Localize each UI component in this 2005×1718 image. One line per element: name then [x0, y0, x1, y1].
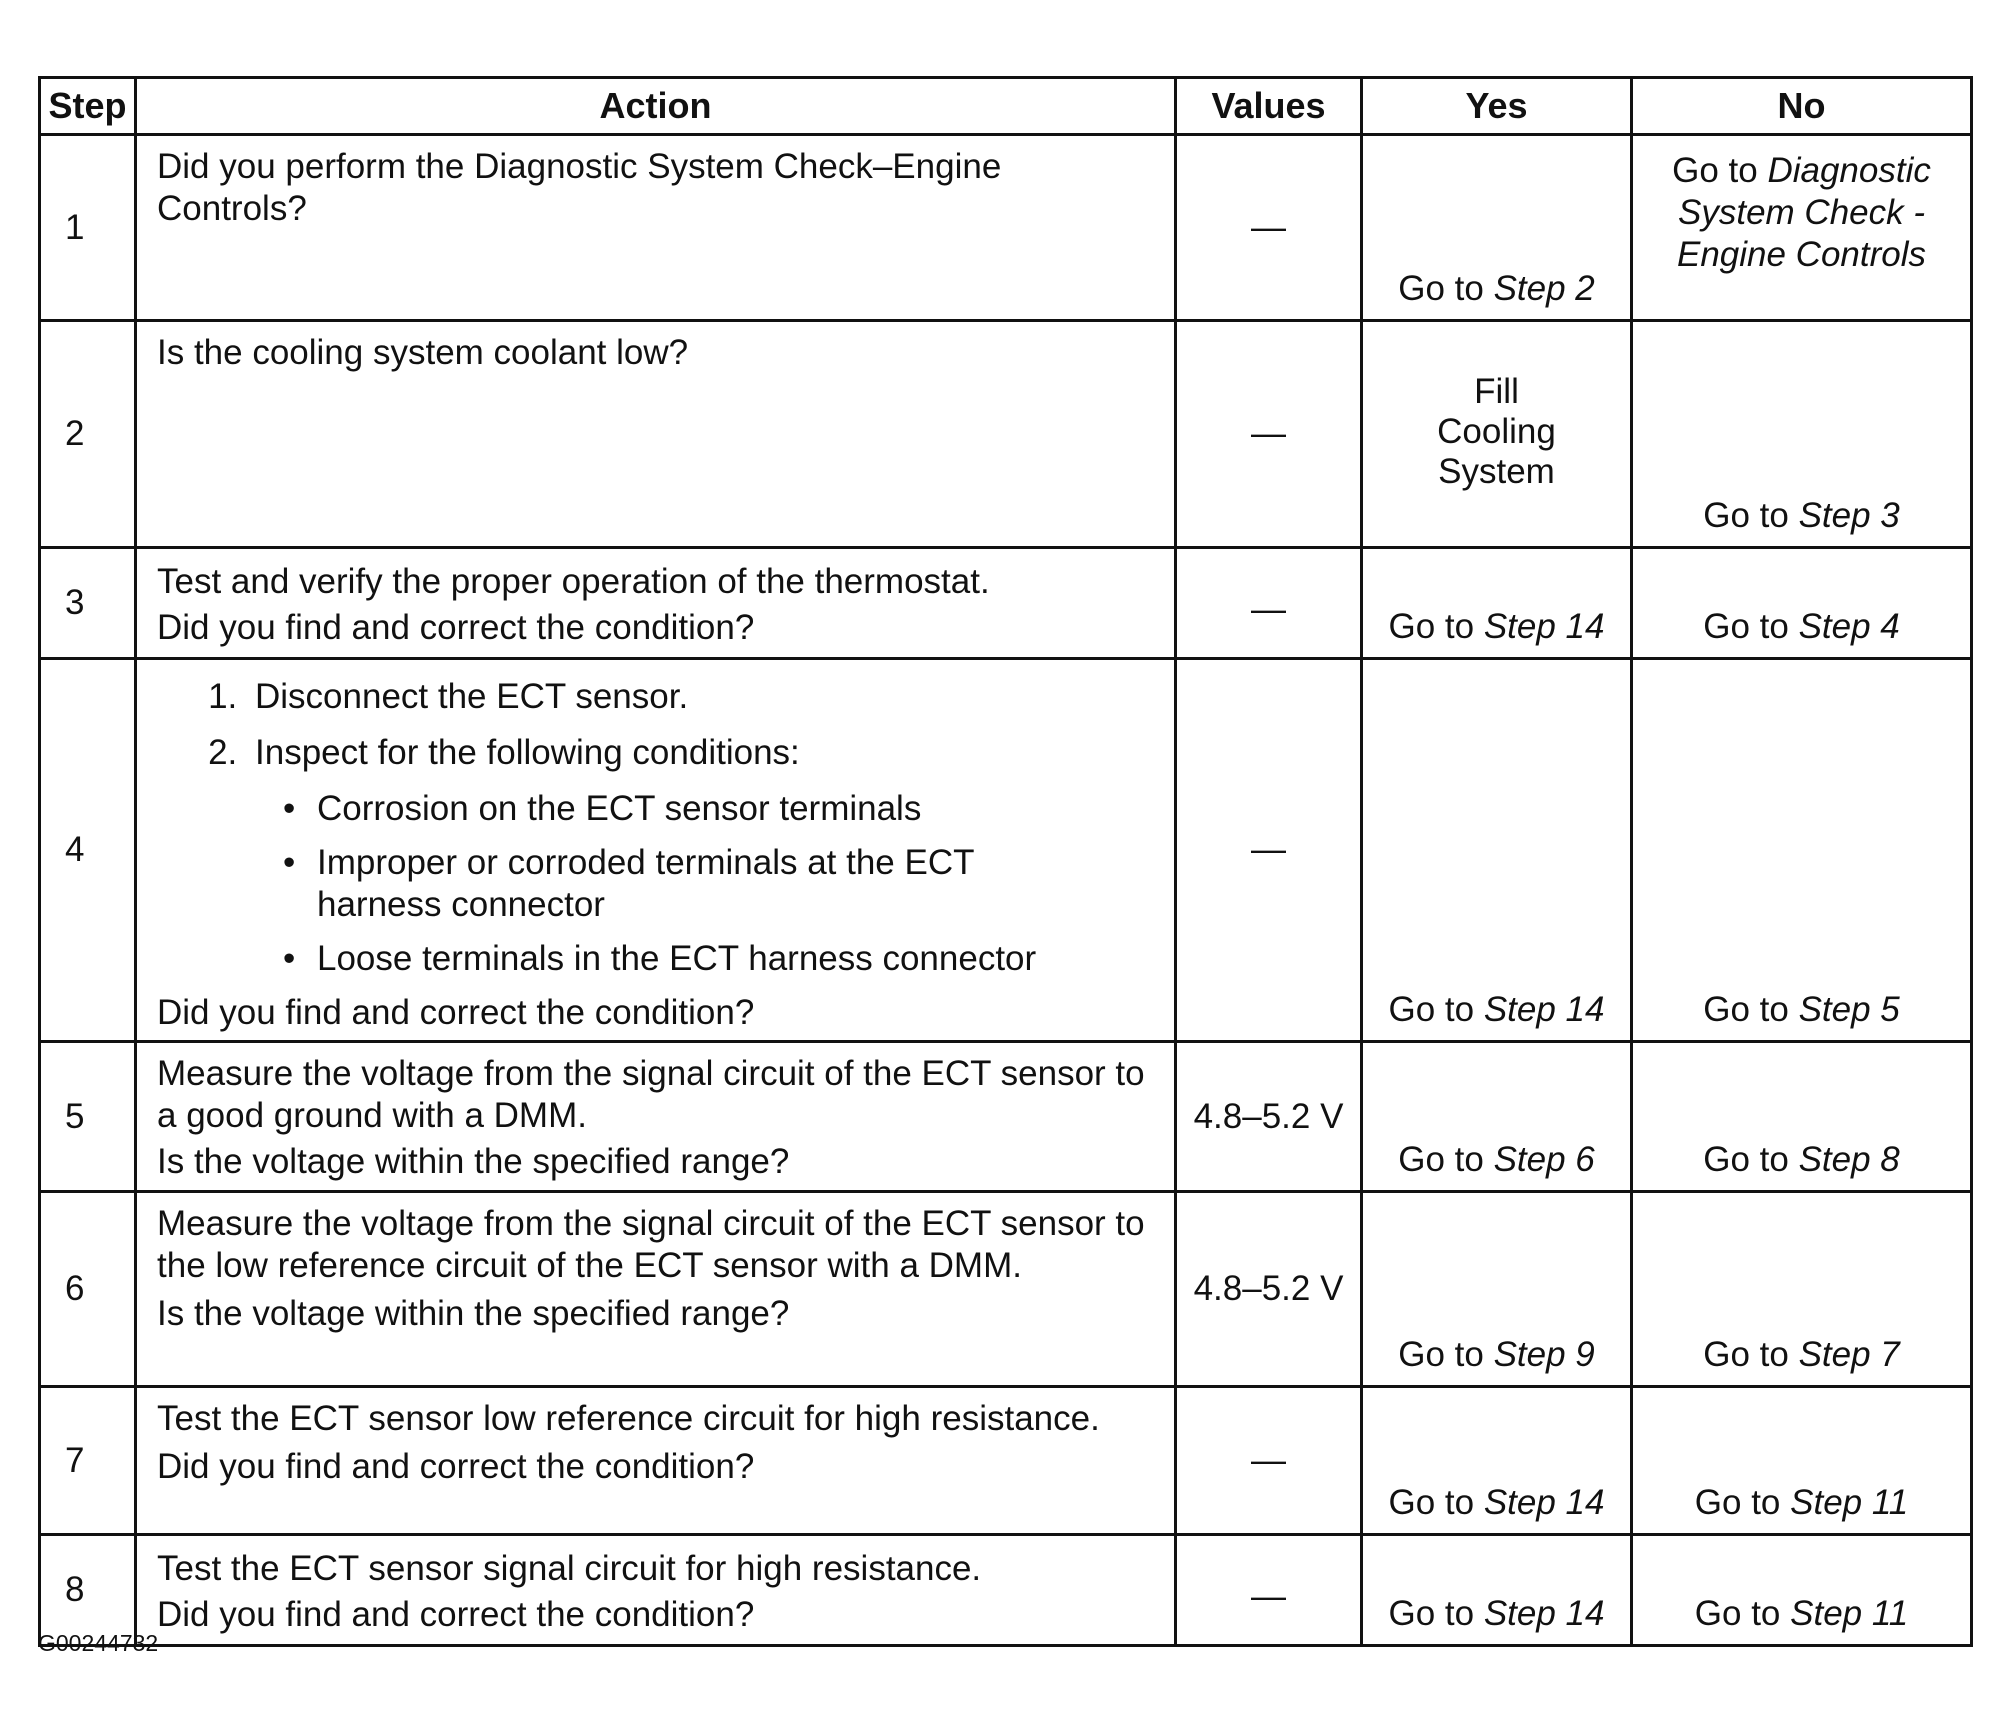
- step-cell: [40, 1192, 136, 1387]
- no-target: Step 8: [1798, 1140, 1900, 1179]
- yes-cell: [1362, 1192, 1632, 1387]
- goto-prefix: Go to: [1388, 990, 1484, 1029]
- action-text: Test and verify the proper operation of the thermostat.: [157, 562, 990, 601]
- value-text: 4.8–5.2 V: [1193, 1096, 1344, 1136]
- step-cell: [40, 1387, 136, 1535]
- step-cell: [40, 1042, 136, 1192]
- values-cell: [1176, 1192, 1362, 1387]
- diagnostic-table: [38, 76, 1973, 1647]
- header-values: Values: [1176, 78, 1362, 135]
- goto-prefix: Go to: [1703, 1140, 1799, 1179]
- no-goto: [1633, 990, 1970, 1030]
- header-no: No: [1632, 78, 1972, 135]
- no-goto: [1633, 1140, 1970, 1180]
- no-target: Step 5: [1798, 990, 1900, 1029]
- header-action: Action: [136, 78, 1176, 135]
- action-question: Did you find and correct the condition?: [157, 1447, 755, 1486]
- yes-text: Fill Cooling System: [1437, 372, 1556, 491]
- action-text: Measure the voltage from the signal circuit of the ECT sensor to a good ground with a DMM.: [157, 1054, 1145, 1135]
- yes-goto: [1363, 1483, 1630, 1523]
- action-question: Did you find and correct the condition?: [157, 1595, 755, 1634]
- goto-prefix: Go to: [1388, 607, 1484, 646]
- no-cell: [1632, 1535, 1972, 1646]
- table-row: [40, 1387, 1972, 1535]
- no-target: Step 3: [1798, 496, 1900, 535]
- yes-goto: [1363, 607, 1630, 647]
- list-item: 1. Disconnect the ECT sensor.: [247, 676, 1154, 718]
- no-target: Step 7: [1798, 1335, 1900, 1374]
- step-number: 2: [65, 414, 85, 453]
- table-row: [40, 548, 1972, 659]
- value-text: —: [1251, 1440, 1286, 1480]
- value-text: —: [1251, 1577, 1286, 1616]
- action-cell: [136, 1535, 1176, 1646]
- table-row: [40, 1042, 1972, 1192]
- value-text: —: [1251, 830, 1286, 869]
- action-text: Measure the voltage from the signal circuit of the ECT sensor to the low reference circuit of the ECT sensor with a DMM.: [157, 1204, 1145, 1285]
- goto-prefix: Go to: [1398, 269, 1494, 308]
- values-cell: [1176, 1535, 1362, 1646]
- table-row: [40, 135, 1972, 321]
- values-cell: [1176, 1387, 1362, 1535]
- action-text: Did you perform the Diagnostic System Check–Engine Controls?: [157, 147, 1002, 228]
- table-row: [40, 321, 1972, 548]
- yes-target: Step 14: [1483, 990, 1605, 1029]
- yes-goto: [1363, 1594, 1630, 1634]
- no-target: Step 11: [1790, 1483, 1909, 1522]
- yes-target: Step 14: [1483, 1483, 1605, 1522]
- no-goto: [1633, 1335, 1970, 1375]
- step-cell: [40, 135, 136, 321]
- step-cell: [40, 1535, 136, 1646]
- action-text: Test the ECT sensor low reference circuit for high resistance.: [157, 1399, 1100, 1438]
- yes-goto: [1363, 1335, 1630, 1375]
- goto-prefix: Go to: [1694, 1483, 1791, 1522]
- goto-prefix: Go to: [1388, 1594, 1484, 1633]
- goto-prefix: Go to: [1672, 151, 1768, 190]
- step-number: 3: [65, 583, 85, 622]
- values-cell: [1176, 321, 1362, 548]
- action-cell: [136, 659, 1176, 1042]
- goto-prefix: Go to: [1388, 1483, 1484, 1522]
- yes-goto: [1363, 1140, 1630, 1180]
- yes-goto: [1363, 269, 1630, 309]
- yes-target: Step 14: [1483, 607, 1605, 646]
- header-step: Step: [40, 78, 136, 135]
- action-cell: [136, 1387, 1176, 1535]
- no-goto: [1633, 1594, 1970, 1634]
- yes-target: Step 9: [1493, 1335, 1595, 1374]
- value-text: 4.8–5.2 V: [1193, 1269, 1344, 1308]
- no-cell: [1632, 548, 1972, 659]
- yes-cell: [1362, 548, 1632, 659]
- bullet-list: [157, 788, 1154, 980]
- no-cell: [1632, 321, 1972, 548]
- value-text: —: [1251, 414, 1286, 453]
- step-number: 6: [65, 1269, 85, 1308]
- table-row: [40, 659, 1972, 1042]
- no-cell: [1632, 659, 1972, 1042]
- yes-target: Step 6: [1493, 1140, 1595, 1179]
- action-question: Did you find and correct the condition?: [157, 608, 755, 647]
- value-text: —: [1251, 590, 1286, 629]
- step-cell: [40, 548, 136, 659]
- header-row: [40, 78, 1972, 135]
- step-number: 4: [65, 830, 85, 869]
- list-item: 2. Inspect for the following conditions:: [247, 732, 1154, 774]
- step-number: 7: [65, 1440, 85, 1480]
- no-target: Step 11: [1790, 1594, 1909, 1633]
- no-cell: [1632, 1042, 1972, 1192]
- action-question: Is the voltage within the specified range?: [157, 1294, 790, 1333]
- yes-cell: [1362, 321, 1632, 548]
- header-yes: Yes: [1362, 78, 1632, 135]
- yes-cell: [1362, 659, 1632, 1042]
- yes-cell: [1362, 1387, 1632, 1535]
- yes-cell: [1362, 1535, 1632, 1646]
- action-question: Did you find and correct the condition?: [157, 993, 755, 1032]
- goto-prefix: Go to: [1703, 607, 1799, 646]
- yes-goto: [1363, 990, 1630, 1030]
- values-cell: [1176, 1042, 1362, 1192]
- step-number: 8: [65, 1570, 85, 1609]
- goto-prefix: Go to: [1694, 1594, 1791, 1633]
- no-goto: [1633, 607, 1970, 647]
- table-row: [40, 1192, 1972, 1387]
- yes-target: Step 2: [1493, 269, 1595, 308]
- goto-prefix: Go to: [1703, 1335, 1799, 1374]
- step-number: 5: [65, 1096, 85, 1136]
- step-cell: [40, 321, 136, 548]
- no-cell: [1632, 1192, 1972, 1387]
- goto-prefix: Go to: [1703, 496, 1799, 535]
- step-cell: [40, 659, 136, 1042]
- no-goto: [1633, 496, 1970, 536]
- action-cell: [136, 1042, 1176, 1192]
- yes-target: Step 14: [1483, 1594, 1605, 1633]
- bullet-item: • Corrosion on the ECT sensor terminals: [317, 788, 1154, 830]
- figure-id: G00244732: [38, 1630, 159, 1656]
- bullet-item: • Loose terminals in the ECT harness connector: [317, 938, 1154, 980]
- numbered-list: [157, 676, 1154, 774]
- goto-prefix: Go to: [1398, 1140, 1494, 1179]
- action-cell: [136, 135, 1176, 321]
- action-question: Is the voltage within the specified range?: [157, 1142, 790, 1181]
- action-cell: [136, 1192, 1176, 1387]
- bullet-item: • Improper or corroded terminals at the ECT harness connector: [317, 842, 1154, 926]
- no-target: Step 4: [1798, 607, 1900, 646]
- no-goto: [1633, 1483, 1970, 1523]
- no-cell: [1632, 1387, 1972, 1535]
- action-text: Test the ECT sensor signal circuit for high resistance.: [157, 1549, 982, 1588]
- table-row: [40, 1535, 1972, 1646]
- goto-prefix: Go to: [1398, 1335, 1494, 1374]
- no-target: Diagnostic System Check - Engine Controls: [1676, 151, 1931, 274]
- values-cell: [1176, 548, 1362, 659]
- action-cell: [136, 321, 1176, 548]
- value-text: —: [1251, 207, 1286, 247]
- yes-cell: [1362, 1042, 1632, 1192]
- no-cell: [1632, 135, 1972, 321]
- goto-prefix: Go to: [1703, 990, 1799, 1029]
- action-cell: [136, 548, 1176, 659]
- values-cell: [1176, 659, 1362, 1042]
- action-text: Is the cooling system coolant low?: [157, 333, 689, 372]
- step-number: 1: [65, 207, 85, 247]
- values-cell: [1176, 135, 1362, 321]
- yes-cell: [1362, 135, 1632, 321]
